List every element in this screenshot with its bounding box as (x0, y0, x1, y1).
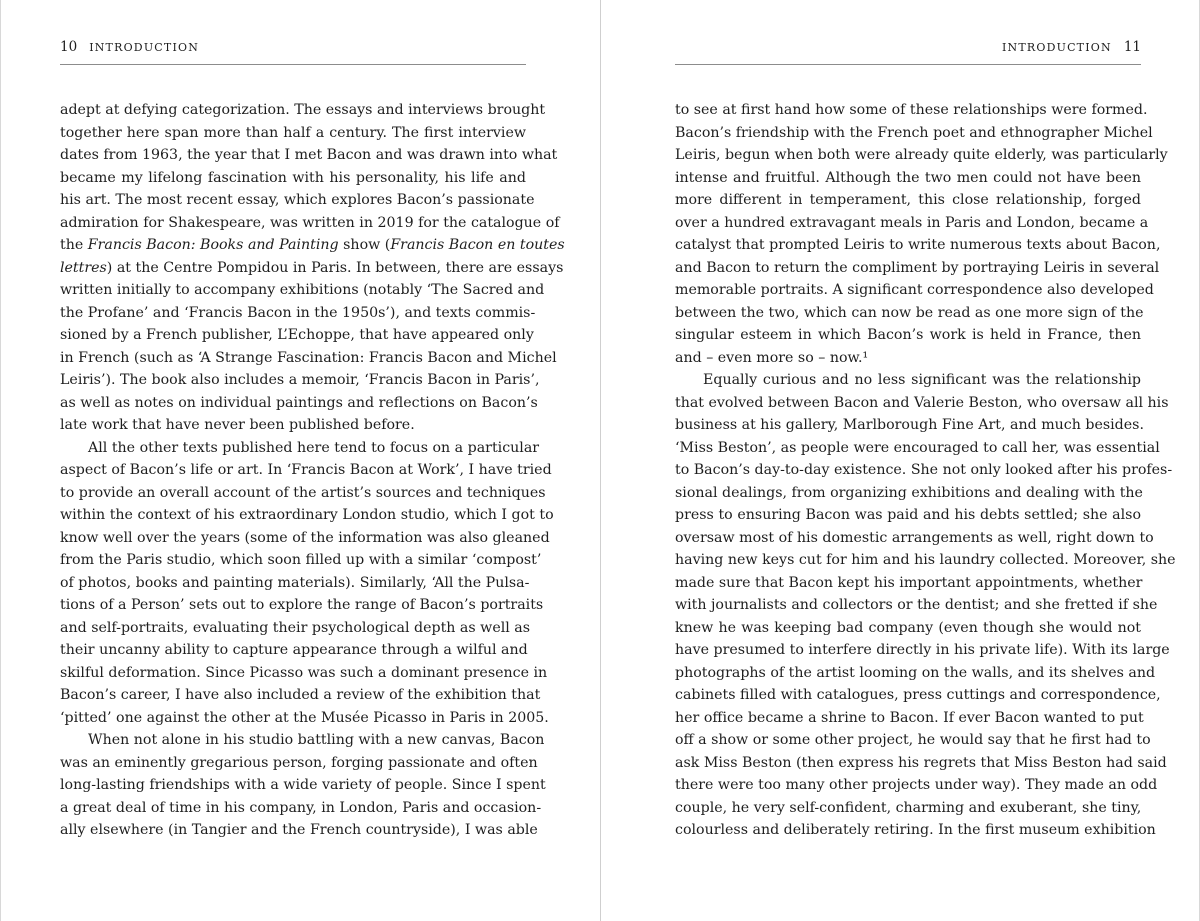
text-line: Equally curious and no less significant was the relationship (703, 372, 1141, 388)
text-line: catalyst that prompted Leiris to write numerous texts about Bacon, (675, 237, 1161, 253)
page-number: 10 (60, 39, 78, 55)
text-line: a great deal of time in his company, in London, Paris and occasion- (60, 799, 542, 816)
text-line: ask Miss Beston (then express his regrets that Miss Beston had said (675, 754, 1167, 771)
text-line: the Francis Bacon: Books and Painting show (Francis Bacon en toutes (60, 237, 565, 253)
text-line: off a show or some other project, he would say that he first had to (675, 732, 1151, 748)
text-line: colourless and deliberately retiring. In the first museum exhibition (675, 822, 1156, 838)
text-line: sional dealings, from organizing exhibitions and dealing with the (675, 484, 1143, 501)
text-line: over a hundred extravagant meals in Paris and London, became a (675, 214, 1149, 231)
page-number: 11 (1123, 39, 1141, 55)
right-body-text (675, 99, 1176, 842)
text-line: and self-portraits, evaluating their psychological depth as well as (60, 619, 531, 636)
text-line: lettres) at the Centre Pompidou in Paris. In between, there are essays (60, 259, 564, 276)
running-head: INTRODUCTION (1001, 41, 1112, 54)
running-head: INTRODUCTION (89, 41, 200, 54)
text-line: her office became a shrine to Bacon. If ever Bacon wanted to put (675, 709, 1144, 726)
text-line: together here span more than half a century. The first interview (60, 124, 526, 141)
text-line: more different in temperament, this close relationship, forged (675, 192, 1141, 208)
text-line: became my lifelong fascination with his personality, his life and (60, 169, 526, 186)
text-line: intense and fruitful. Although the two men could not have been (675, 169, 1141, 186)
text-line: as well as notes on individual paintings and reflections on Bacon’s (60, 394, 538, 411)
text-line: sioned by a French publisher, L’Echoppe, that have appeared only (60, 327, 534, 343)
text-line: long-lasting friendships with a wide variety of people. Since I spent (60, 777, 546, 793)
text-line: was an eminently gregarious person, forging passionate and often (60, 754, 538, 771)
text-line: dates from 1963, the year that I met Bacon and was drawn into what (60, 147, 558, 163)
text-line: aspect of Bacon’s life or art. In ‘Francis Bacon at Work’, I have tried (60, 462, 552, 478)
text-line: their uncanny ability to capture appearance through a wilful and (60, 642, 528, 658)
text-line: skilful deformation. Since Picasso was such a dominant presence in (60, 664, 548, 681)
text-line: press to ensuring Bacon was paid and his debts settled; she also (675, 507, 1141, 523)
text-line: knew he was keeping bad company (even though she would not (675, 619, 1141, 636)
text-line: adept at defying categorization. The essays and interviews brought (60, 102, 546, 118)
text-line: and – even more so – now.¹ (675, 349, 869, 366)
text-line: of photos, books and painting materials). Similarly, ‘All the Pulsa- (60, 574, 530, 591)
text-line: to see at first hand how some of these relationships were formed. (675, 102, 1148, 118)
text-line: made sure that Bacon kept his important appointments, whether (675, 574, 1143, 591)
text-line: Bacon’s friendship with the French poet and ethnographer Michel (675, 124, 1153, 141)
text-line: from the Paris studio, which soon filled up with a similar ‘compost’ (60, 552, 542, 568)
text-line: business at his gallery, Marlborough Fine Art, and much besides. (675, 417, 1144, 433)
right-page (600, 0, 1200, 921)
text-line: ‘pitted’ one against the other at the Musée Picasso in Paris in 2005. (60, 709, 549, 726)
right-page-header (675, 39, 1141, 59)
text-line: admiration for Shakespeare, was written in 2019 for the catalogue of (60, 214, 560, 231)
text-line: that evolved between Bacon and Valerie Beston, who oversaw all his (675, 394, 1169, 411)
text-line: have presumed to interfere directly in his private life). With its large (675, 642, 1170, 658)
text-line: All the other texts published here tend to focus on a particular (88, 439, 540, 456)
text-line: singular esteem in which Bacon’s work is held in France, then (675, 327, 1141, 343)
text-line: written initially to accompany exhibitions (notably ‘The Sacred and (60, 282, 545, 298)
text-line: Leiris, begun when both were already quite elderly, was particularly (675, 147, 1168, 163)
text-line: tions of a Person’ sets out to explore the range of Bacon’s portraits (60, 597, 544, 613)
text-line: photographs of the artist looming on the walls, and its shelves and (675, 664, 1156, 681)
text-line: having new keys cut for him and his laundry collected. Moreover, she (675, 552, 1176, 568)
left-body-text (60, 99, 565, 842)
text-line: oversaw most of his domestic arrangements as well, right down to (675, 529, 1154, 546)
text-line: ally elsewhere (in Tangier and the French countryside), I was able (60, 822, 538, 838)
text-line: When not alone in his studio battling with a new canvas, Bacon (88, 732, 545, 748)
text-line: Bacon’s career, I have also included a review of the exhibition that (60, 687, 541, 703)
text-line: ‘Miss Beston’, as people were encouraged to call her, was essential (675, 439, 1160, 456)
text-line: late work that have never been published before. (60, 417, 415, 433)
text-line: in French (such as ‘A Strange Fascination: Francis Bacon and Michel (60, 349, 557, 366)
text-line: the Profane’ and ‘Francis Bacon in the 1950s’), and texts commis- (60, 304, 536, 321)
text-line: memorable portraits. A significant correspondence also developed (675, 282, 1154, 298)
text-line: between the two, which can now be read as one more sign of the (675, 304, 1144, 321)
text-line: couple, he very self-confident, charming and exuberant, she tiny, (675, 799, 1142, 816)
text-line: to provide an overall account of the artist’s sources and techniques (60, 484, 546, 501)
text-line: his art. The most recent essay, which explores Bacon’s passionate (60, 192, 535, 208)
header-rule (675, 64, 1141, 65)
text-line: and Bacon to return the compliment by portraying Leiris in several (675, 259, 1160, 276)
text-line: cabinets filled with catalogues, press cuttings and correspondence, (675, 687, 1161, 703)
text-line: there were too many other projects under way). They made an odd (675, 777, 1158, 793)
text-line: with journalists and collectors or the dentist; and she fretted if she (675, 597, 1158, 613)
header-rule (60, 64, 526, 65)
text-line: within the context of his extraordinary London studio, which I got to (60, 507, 554, 523)
text-line: know well over the years (some of the information was also gleaned (60, 529, 550, 546)
text-line: to Bacon’s day-to-day existence. She not only looked after his profes- (675, 462, 1173, 478)
text-line: Leiris’). The book also includes a memoir, ‘Francis Bacon in Paris’, (60, 372, 540, 388)
left-page-header (60, 39, 526, 59)
